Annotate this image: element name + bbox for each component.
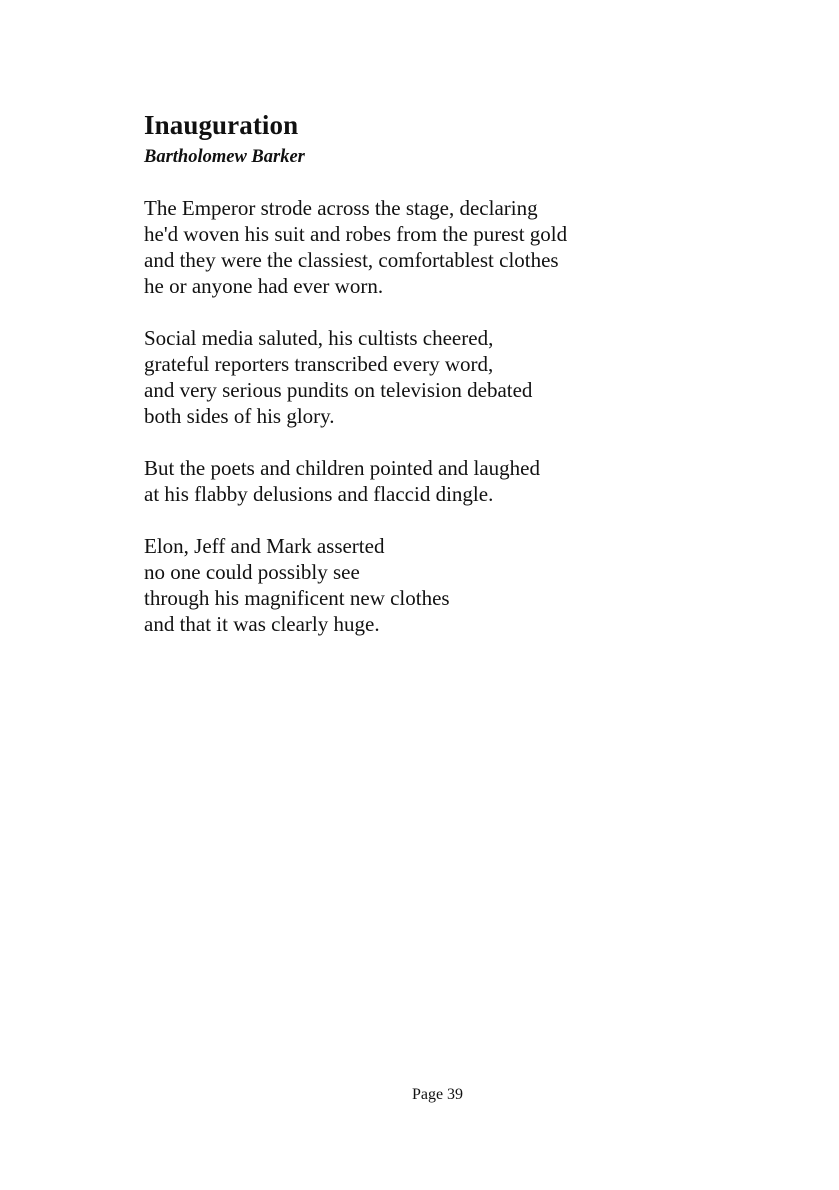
poem-line: Elon, Jeff and Mark asserted bbox=[144, 534, 385, 558]
poem-line: The Emperor strode across the stage, declaring bbox=[144, 196, 538, 220]
poem-line: he or anyone had ever worn. bbox=[144, 274, 384, 298]
page-number: Page 39 bbox=[411, 1086, 464, 1103]
stanza-2 bbox=[144, 325, 764, 429]
poem-line: and they were the classiest, comfortablest clothes bbox=[144, 248, 559, 272]
poem-line: both sides of his glory. bbox=[144, 404, 335, 428]
poem-line: But the poets and children pointed and laughed bbox=[144, 456, 540, 480]
poem-line: through his magnificent new clothes bbox=[144, 586, 450, 610]
poem-line: Social media saluted, his cultists cheered, bbox=[144, 326, 494, 350]
poem-line: and very serious pundits on television debated bbox=[144, 378, 533, 402]
stanza-4 bbox=[144, 533, 764, 637]
poem-line: at his flabby delusions and flaccid dingle. bbox=[144, 482, 494, 506]
poem-title: Inauguration bbox=[144, 110, 299, 140]
poem-line: he'd woven his suit and robes from the purest gold bbox=[144, 222, 568, 246]
poem-line: and that it was clearly huge. bbox=[144, 612, 380, 636]
poem bbox=[144, 108, 764, 663]
poem-line: grateful reporters transcribed every word, bbox=[144, 352, 494, 376]
stanza-3 bbox=[144, 455, 764, 507]
poem-line: no one could possibly see bbox=[144, 560, 360, 584]
stanza-1 bbox=[144, 195, 764, 299]
poem-body bbox=[144, 195, 764, 637]
poem-author: Bartholomew Barker bbox=[144, 147, 305, 167]
